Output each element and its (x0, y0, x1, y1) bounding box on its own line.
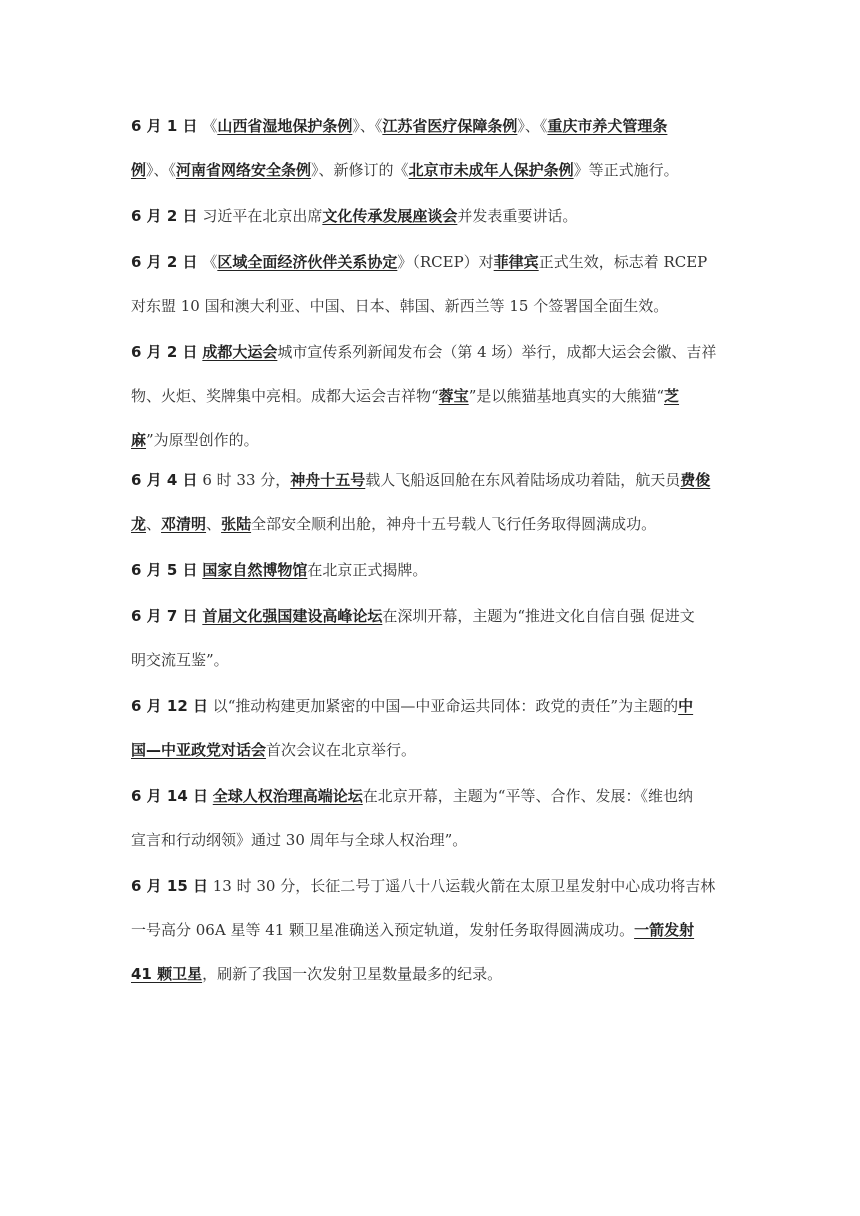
entry-line (131, 116, 667, 136)
entry-text: 习近平在北京出席 (197, 207, 323, 225)
entry-text: 一号高分 06A 星等 41 颗卫星准确送入预定轨道，发射任务取得圆满成功。 (131, 921, 635, 939)
key-term: 北京市未成年人保护条例 (408, 161, 574, 179)
entry-text: 》、《 (352, 117, 383, 135)
entry-text: 》、《 (517, 117, 548, 135)
entry-text: 》等正式施行。 (573, 161, 679, 179)
entry-text: 全部安全顺利出舱，神舟十五号载人飞行任务取得圆满成功。 (251, 515, 657, 533)
entry-text: 正式生效，标志着 RCEP (538, 253, 708, 271)
entry-text: ”是以熊猫基地真实的大熊猫“ (468, 387, 665, 405)
entry-line (131, 964, 502, 984)
key-term: 例 (131, 161, 147, 179)
key-term: 龙 (131, 515, 147, 533)
entry-date: 6 月 12 日 (131, 697, 208, 715)
key-term: 张陆 (221, 515, 252, 533)
entry-line (131, 696, 693, 716)
entry-line (131, 252, 707, 272)
key-term: 一箭发射 (634, 921, 695, 939)
key-term: 首届文化强国建设高峰论坛 (202, 607, 383, 625)
entry-text: 在深圳开幕，主题为“推进文化自信自强 促进文 (382, 607, 695, 625)
entry-text: 13 时 30 分，长征二号丁遥八十八运载火箭在太原卫星发射中心成功将吉林 (207, 877, 716, 895)
key-term: 41 颗卫星 (131, 965, 203, 983)
key-term: 芝 (664, 387, 680, 405)
key-term: 国家自然博物馆 (202, 561, 308, 579)
entry-text: 6 时 33 分， (197, 471, 291, 489)
entry-text: 在北京开幕，主题为“平等、合作、发展：《维也纳 (362, 787, 693, 805)
entry-text: 以“推动构建更加紧密的中国—中亚命运共同体：政党的责任”为主题的 (207, 697, 679, 715)
key-term: 文化传承发展座谈会 (322, 207, 458, 225)
entry-date: 6 月 1 日 (131, 117, 198, 135)
key-term: 费俊 (680, 471, 711, 489)
entry-line (131, 606, 695, 626)
entry-text: 、 (206, 515, 222, 533)
entry-text: 》、新修订的《 (311, 161, 409, 179)
key-term: 神舟十五号 (290, 471, 366, 489)
entry-line (131, 650, 229, 670)
entry-date: 6 月 15 日 (131, 877, 208, 895)
key-term: 菲律宾 (493, 253, 539, 271)
entry-line (131, 206, 577, 226)
entry-text: 城市宣传系列新闻发布会（第 4 场）举行，成都大运会会徽、吉祥 (277, 343, 717, 361)
entry-text: 对东盟 10 国和澳大利亚、中国、日本、韩国、新西兰等 15 个签署国全面生效。 (131, 297, 669, 315)
entry-line (131, 830, 467, 850)
entry-line (131, 386, 679, 406)
entry-line (131, 876, 715, 896)
entry-line (131, 514, 656, 534)
entry-text: 、 (146, 515, 162, 533)
key-term: 河南省网络安全条例 (176, 161, 312, 179)
entry-text: 物、火炬、奖牌集中亮相。成都大运会吉祥物“ (131, 387, 439, 405)
entry-text: 并发表重要讲话。 (457, 207, 578, 225)
entry-line (131, 560, 427, 580)
entry-line (131, 160, 679, 180)
entry-line (131, 296, 668, 316)
entry-text: ”为原型创作的。 (146, 431, 259, 449)
entry-date: 6 月 4 日 (131, 471, 198, 489)
entry-text: 宣言和行动纲领》通过 30 周年与全球人权治理”。 (131, 831, 468, 849)
key-term: 中 (678, 697, 694, 715)
entry-text: 在北京正式揭牌。 (307, 561, 428, 579)
key-term: 全球人权治理高端论坛 (212, 787, 363, 805)
entry-date: 6 月 2 日 (131, 253, 198, 271)
entry-date: 6 月 2 日 (131, 343, 198, 361)
key-term: 麻 (131, 431, 147, 449)
key-term: 蓉宝 (438, 387, 469, 405)
entry-line (131, 740, 416, 760)
entry-date: 6 月 2 日 (131, 207, 198, 225)
entry-line (131, 786, 693, 806)
key-term: 成都大运会 (202, 343, 278, 361)
entry-date: 6 月 14 日 (131, 787, 208, 805)
entry-text: 载人飞船返回舱在东风着陆场成功着陆，航天员 (365, 471, 681, 489)
entry-line (131, 920, 694, 940)
entry-text: 》、《 (146, 161, 177, 179)
entry-date: 6 月 7 日 (131, 607, 198, 625)
entry-date: 6 月 5 日 (131, 561, 198, 579)
entry-text: 《 (197, 117, 218, 135)
key-term: 国—中亚政党对话会 (131, 741, 267, 759)
key-term: 重庆市养犬管理条 (547, 117, 668, 135)
entry-text: 《 (197, 253, 218, 271)
entry-line (131, 470, 710, 490)
key-term: 邓清明 (161, 515, 207, 533)
entry-text: 首次会议在北京举行。 (266, 741, 417, 759)
key-term: 区域全面经济伙伴关系协定 (217, 253, 398, 271)
entry-text: ，刷新了我国一次发射卫星数量最多的纪录。 (202, 965, 503, 983)
key-term: 江苏省医疗保障条例 (382, 117, 518, 135)
entry-line (131, 430, 259, 450)
entry-text: 》（RCEP）对 (397, 253, 494, 271)
entry-line (131, 342, 716, 362)
key-term: 山西省湿地保护条例 (217, 117, 353, 135)
entry-text: 明交流互鉴”。 (131, 651, 229, 669)
